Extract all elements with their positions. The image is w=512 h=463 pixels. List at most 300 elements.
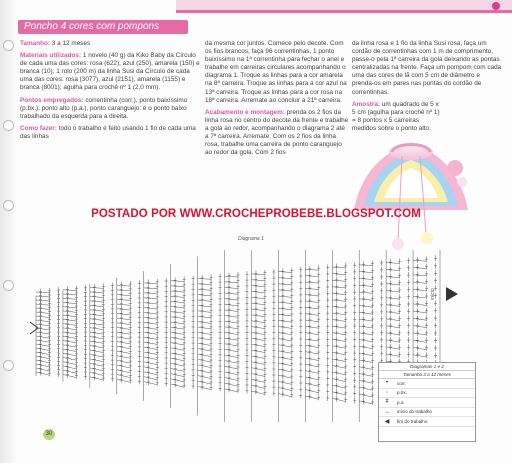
stitch-diagonal: [225, 299, 238, 300]
stitch-diagonal: [198, 354, 211, 357]
stitch-diagonal: [413, 355, 426, 357]
stitch-diagonal: [332, 385, 345, 388]
stitch-diagonal: [225, 349, 238, 351]
stitch-diagonal: [332, 287, 345, 288]
stitch-diagonal: [332, 372, 345, 375]
stitch-diagonal: [198, 370, 211, 373]
stitch-diagonal: [305, 364, 318, 367]
stitch-diagonal: [225, 316, 238, 318]
stitch-diagonal: [251, 303, 264, 304]
stitch-diagonal: [90, 354, 103, 357]
stitch-diagonal: [36, 340, 49, 342]
stitch-diagonal: [144, 332, 157, 334]
stitch-diagonal: [117, 356, 130, 359]
stitch-diagonal: [278, 314, 291, 316]
stitch-diagonal: [386, 354, 399, 356]
stitch-diagonal: [171, 343, 184, 345]
stitch-diagonal: [413, 318, 426, 320]
stitch-diagonal: [305, 333, 318, 335]
stitch-diagonal: [305, 339, 318, 341]
legend-row: [379, 389, 475, 399]
stitch-diagonal: [251, 350, 264, 352]
stitch-diagonal: [251, 344, 264, 346]
stitch-diagonal: [413, 289, 426, 290]
stitch-diagonal: [305, 396, 318, 399]
stitch-diagonal: [90, 301, 103, 302]
stitch-diagonal: [251, 280, 264, 281]
stitch-diagonal: [305, 371, 318, 374]
col2-text: da mesma cor juntos. Comece pelo decote. Com os fios brancos, faça 96 correntinhas, 1 ponto baixíssimo na 1ª correntinha para fechar o anel e trabalhe em carreiras circulares acompanhando o diagrama 1. Troque as linhas para a cor amarela na 8ª carreira. Troque as linhas para a cor azul na 13ª carreira. Troque as linhas para a cor rosa na 18ª carreira. Arremate ao concluir a 21ª carreira.: [205, 40, 347, 104]
stitch-diagonal: [413, 282, 426, 283]
stitch-diagonal: [63, 315, 76, 317]
stitch-diagonal: [332, 398, 345, 401]
stitch-diagonal: [359, 299, 372, 300]
stitch-diagonal: [359, 340, 372, 342]
legend-symbol: ǂ: [385, 399, 389, 406]
stitch-diagonal: [305, 288, 318, 289]
binder-ring: [3, 120, 14, 131]
stitch-diagonal: [198, 327, 211, 329]
stitch-diagonal: [171, 317, 184, 319]
stitch-diagonal: [90, 337, 103, 339]
stitch-diagonal: [36, 352, 49, 355]
stitch-diagonal: [90, 346, 103, 348]
stitch-diagonal: [305, 383, 318, 386]
stitch-diagonal: [413, 275, 426, 276]
legend-row: [379, 398, 475, 408]
stitch-diagonal: [278, 381, 291, 384]
stitch-diagonal: [225, 378, 238, 381]
stitch-diagonal: [117, 318, 130, 320]
stitch-diagonal: [90, 310, 103, 311]
stitch-diagonal: [36, 316, 49, 318]
stitch-diagonal: [225, 287, 238, 288]
stitch-diagonal: [144, 317, 157, 319]
stitch-diagonal: [332, 274, 345, 275]
stitch-diagonal: [36, 356, 49, 359]
howto-text: todo o trabalho é feito usando 1 fio de cada uma das linhas: [20, 124, 196, 140]
stitch-diagonal: [117, 313, 130, 315]
stitch-diagonal: [359, 272, 372, 273]
stitch-diagonal: [171, 353, 184, 356]
stitch-diagonal: [225, 372, 238, 375]
stitch-diagonal: [63, 290, 76, 291]
stitch-diagonal: [278, 351, 291, 353]
stitch-diagonal: [278, 345, 291, 347]
stitch-diagonal: [225, 383, 238, 386]
stitch-diagonal: [171, 374, 184, 377]
stitch-diagonal: [225, 310, 238, 312]
section-title-bar: [18, 20, 188, 34]
stitch-diagonal: [278, 272, 291, 273]
stitch-diagonal: [171, 348, 184, 350]
stitch-diagonal: [278, 327, 291, 329]
stitch-diagonal: [144, 303, 157, 304]
stitch-diagonal: [90, 368, 103, 371]
legend-title: Diagramas 1 e 2: [379, 363, 475, 371]
stitch-diagonal: [251, 291, 264, 292]
stitch-diagonal: [144, 293, 157, 294]
stitch-diagonal: [144, 283, 157, 284]
stitch-diagonal: [36, 348, 49, 351]
stitch-diagonal: [251, 333, 264, 335]
stitch-diagonal: [63, 370, 76, 373]
stitch-diagonal: [63, 298, 76, 299]
stitch-diagonal: [144, 367, 157, 370]
stitch-diagonal: [305, 320, 318, 322]
stitch-diagonal: [278, 320, 291, 322]
stitch-diagonal: [251, 321, 264, 323]
stitch-diagonal: [144, 308, 157, 309]
legend-label: corr.: [397, 380, 406, 386]
stitch-diagonal: [198, 359, 211, 362]
stitch-diagonal: [386, 326, 399, 328]
stitch-diagonal: [413, 260, 426, 261]
stitch-diagonal: [63, 332, 76, 334]
stitch-diagonal: [413, 297, 426, 298]
stitch-diagonal: [225, 355, 238, 358]
binder-ring: [3, 40, 14, 51]
stitch-diagonal: [305, 352, 318, 354]
stitch-diagonal: [332, 267, 345, 268]
stitch-diagonal: [36, 336, 49, 338]
stitch-diagonal: [198, 381, 211, 384]
stitch-diagonal: [413, 347, 426, 349]
stitch-diagonal: [117, 304, 130, 305]
stitch-diagonal: [63, 307, 76, 308]
stitch-diagonal: [63, 353, 76, 356]
stitch-diagonal: [278, 339, 291, 341]
stitch-diagonal: [198, 278, 211, 279]
stitch-diagonal: [36, 292, 49, 293]
stitch-diagonal: [198, 365, 211, 368]
stitch-diagonal: [144, 372, 157, 375]
stitch-diagonal: [278, 394, 291, 397]
stitch-diagonal: [36, 312, 49, 313]
stitch-diagonal: [251, 338, 264, 340]
stitch-diagonal: [117, 365, 130, 368]
start-arrow-icon: [446, 287, 458, 301]
stitch-diagonal: [36, 296, 49, 297]
stitch-diagonal: [359, 374, 372, 377]
stitch-diagonal: [278, 302, 291, 303]
stitch-diagonal: [386, 270, 399, 271]
stitch-diagonal: [305, 345, 318, 347]
stitch-diagonal: [305, 269, 318, 270]
stitch-diagonal: [225, 361, 238, 364]
stitch-diagonal: [198, 386, 211, 389]
watermark-text: POSTADO POR WWW.CROCHEPROBEBE.BLOGSPOT.COM: [91, 208, 421, 220]
stitch-diagonal: [36, 368, 49, 371]
stitch-diagonal: [198, 322, 211, 324]
stitch-diagonal: [198, 343, 211, 345]
stitch-diagonal: [225, 332, 238, 334]
section-title: Poncho 4 cores com pompons: [24, 21, 160, 32]
stitch-diagonal: [359, 285, 372, 286]
stitch-diagonal: [413, 340, 426, 342]
howto-label: Como fazer:: [20, 124, 57, 132]
stitch-diagonal: [171, 281, 184, 282]
stitch-diagonal: [117, 337, 130, 339]
stitch-diagonal: [225, 321, 238, 323]
stitch-diagonal: [251, 391, 264, 394]
stitch-diagonal: [278, 333, 291, 335]
top-decoration: [176, 0, 512, 18]
size-value: 3 a 12 meses: [51, 40, 91, 47]
stitch-diagonal: [386, 305, 399, 307]
stitch-diagonal: [63, 302, 76, 303]
stitch-diagonal: [225, 293, 238, 294]
stitch-diagonal: [63, 341, 76, 343]
legend-label: p.bx.: [397, 390, 407, 396]
stitch-diagonal: [90, 328, 103, 330]
stitch-diagonal: [359, 346, 372, 348]
legend-label: fim do trabalho: [397, 418, 428, 424]
stitch-diagonal: [63, 374, 76, 377]
stitch-diagonal: [332, 333, 345, 335]
stitch-diagonal: [63, 328, 76, 330]
stitch-diagonal: [117, 370, 130, 373]
legend-symbol: •: [385, 380, 389, 387]
stitch-diagonal: [359, 306, 372, 308]
stitch-diagonal: [117, 332, 130, 334]
stitch-diagonal: [332, 306, 345, 308]
stitch-diagonal: [359, 353, 372, 355]
stitch-diagonal: [36, 360, 49, 363]
legend-row: [379, 417, 475, 427]
instructions-column-1: [20, 40, 200, 145]
stitch-diagonal: [171, 338, 184, 340]
stitch-diagonal: [278, 369, 291, 372]
stitch-diagonal: [117, 375, 130, 378]
stitch-diagonal: [36, 344, 49, 346]
stitch-diagonal: [225, 344, 238, 346]
stitch-diagonal: [63, 366, 76, 369]
stitch-diagonal: [198, 376, 211, 379]
stitch-diagonal: [90, 287, 103, 288]
page-number: 30: [43, 429, 55, 440]
stitch-diagonal: [198, 316, 211, 318]
stitch-diagonal: [90, 323, 103, 325]
stitch-diagonal: [90, 372, 103, 375]
col3-text: da linha rosa e 1 fio da linha Susi rosa, faça um cordão de correntinhas com 1 m de comprimento, passe-o pela 1ª carreira da gola deixando as pontas centralizadas na frente. Faça um pompom com cada uma das cores de lã com 5 cm de diâmetro e prenda-os em pares nas pontas do cordão de correntinhas.: [352, 40, 502, 96]
sample-label: Amostra:: [352, 100, 381, 108]
stitch-diagonal: [36, 332, 49, 334]
stitch-diagonal: [171, 312, 184, 314]
sample-text: um quadrado de 5 x 5 cm (agulha para crochê nº 1) = 8 pontos x 5 carreiras medidos sobre o ponto alto.: [352, 100, 440, 132]
stitch-diagonal: [144, 352, 157, 355]
materials-label: Materiais utilizados:: [20, 52, 82, 60]
stitches-text: correntinha (corr.), ponto baixíssimo (p.bx.), ponto alto (p.a.), ponto caranguejo: é o ponto baixo trabalhado da esquerda para a direita.: [20, 96, 188, 120]
stitch-diagonal: [386, 333, 399, 335]
stitch-diagonal: [171, 301, 184, 302]
stitch-diagonal: [359, 333, 372, 335]
stitch-diagonal: [413, 326, 426, 328]
stitch-diagonal: [144, 322, 157, 324]
stitches-label: Pontos empregados:: [20, 96, 84, 104]
stitch-diagonal: [117, 299, 130, 300]
stitch-diagonal: [305, 377, 318, 380]
stitch-diagonal: [386, 312, 399, 314]
stitch-diagonal: [36, 364, 49, 367]
stitch-diagonal: [251, 327, 264, 329]
stitch-diagonal: [171, 307, 184, 308]
stitch-diagonal: [144, 357, 157, 360]
stitch-diagonal: [90, 377, 103, 380]
finish-label: Acabamento e montagem:: [205, 108, 285, 116]
stitch-diagonal: [386, 284, 399, 285]
stitch-diagonal: [359, 394, 372, 397]
diagram-start-label: início: [430, 288, 436, 300]
stitch-diagonal: [90, 319, 103, 321]
legend-row: [379, 408, 475, 418]
stitch-diagonal: [305, 358, 318, 361]
stitch-diagonal: [359, 360, 372, 363]
legend-symbol: →: [384, 408, 390, 415]
instructions-column-2: [205, 40, 350, 161]
size-label: Tamanho:: [20, 40, 51, 47]
legend-symbol: ◀: [384, 418, 390, 425]
stitch-diagonal: [251, 385, 264, 388]
stitch-diagonal: [63, 294, 76, 295]
stitch-diagonal: [359, 326, 372, 328]
stitch-diagonal: [198, 305, 211, 306]
stitch-diagonal: [225, 338, 238, 340]
stitch-diagonal: [359, 387, 372, 390]
stitch-diagonal: [251, 379, 264, 382]
stitch-diagonal: [144, 342, 157, 344]
stitch-diagonal: [225, 304, 238, 305]
stitch-diagonal: [386, 340, 399, 342]
stitch-diagonal: [278, 278, 291, 279]
stitch-diagonal: [305, 390, 318, 393]
stitch-diagonal: [171, 384, 184, 387]
stitch-diagonal: [305, 307, 318, 309]
stitch-diagonal: [90, 292, 103, 293]
stitch-diagonal: [332, 293, 345, 294]
stitch-diagonal: [278, 357, 291, 360]
legend-row: [379, 379, 475, 389]
stitch-diagonal: [171, 363, 184, 366]
stitch-diagonal: [144, 362, 157, 365]
stitch-diagonal: [171, 327, 184, 329]
stitch-diagonal: [251, 274, 264, 275]
stitch-diagonal: [36, 308, 49, 309]
stitch-diagonal: [332, 379, 345, 382]
stitch-diagonal: [90, 332, 103, 334]
stitch-diagonal: [144, 377, 157, 380]
stitch-diagonal: [171, 296, 184, 297]
stitch-diagonal: [63, 336, 76, 338]
stitch-diagonal: [90, 359, 103, 362]
stitch-diagonal: [305, 301, 318, 302]
stitch-diagonal: [413, 268, 426, 269]
stitch-diagonal: [117, 379, 130, 382]
legend-subtitle: Tamanho 3 a 12 meses: [379, 371, 475, 379]
stitch-diagonal: [117, 290, 130, 291]
stitch-diagonal: [63, 311, 76, 312]
stitch-diagonal: [251, 309, 264, 311]
stitch-diagonal: [144, 288, 157, 289]
stitch-diagonal: [171, 369, 184, 372]
stitch-diagonal: [36, 304, 49, 305]
stitch-diagonal: [171, 286, 184, 287]
stitch-diagonal: [198, 284, 211, 285]
stitch-diagonal: [90, 363, 103, 366]
stitch-diagonal: [332, 300, 345, 301]
stitch-diagonal: [117, 360, 130, 363]
stitch-diagonal: [278, 363, 291, 366]
stitch-diagonal: [305, 282, 318, 283]
stitch-diagonal: [36, 320, 49, 322]
legend-label: p.a.: [397, 399, 405, 405]
stitch-diagonal: [144, 327, 157, 329]
stitch-diagonal: [305, 314, 318, 316]
stitch-diagonal: [332, 313, 345, 315]
stitch-diagonal: [63, 324, 76, 326]
stitch-diagonal: [90, 314, 103, 316]
stitch-diagonal: [63, 319, 76, 321]
stitch-diagonal: [198, 289, 211, 290]
stitch-diagonal: [90, 341, 103, 343]
stitch-diagonal: [251, 297, 264, 298]
stitch-diagonal: [198, 300, 211, 301]
stitch-diagonal: [359, 292, 372, 293]
stitch-diagonal: [278, 290, 291, 291]
materials-text: 1 novelo (40 g) da Kiko Baby da Círculo de cada uma das cores: rosa (622), azul (250), amarela (150) e branca (10); 1 rolo (200 m) da linha Susi da Círculo de cada uma das cores: rosa (3077), azul (2151), amarela (1155) e branca (8001); agulha para crochê nº 1 (2,0 mm).: [20, 52, 200, 92]
stitch-diagonal: [305, 276, 318, 277]
stitch-diagonal: [278, 375, 291, 378]
stitch-diagonal: [251, 286, 264, 287]
stitch-diagonal: [36, 300, 49, 301]
stitch-diagonal: [413, 304, 426, 306]
stitch-diagonal: [144, 298, 157, 299]
stitch-diagonal: [198, 311, 211, 313]
stitch-diagonal: [117, 323, 130, 325]
stitch-diagonal: [359, 278, 372, 279]
stitch-diagonal: [171, 332, 184, 334]
stitch-diagonal: [117, 295, 130, 296]
stitch-diagonal: [386, 347, 399, 349]
stitch-diagonal: [359, 312, 372, 314]
stitch-diagonal: [359, 319, 372, 321]
stitch-diagonal: [251, 368, 264, 371]
stitch-diagonal: [144, 382, 157, 385]
stitch-diagonal: [117, 342, 130, 344]
stitch-diagonal: [251, 315, 264, 317]
stitch-diagonal: [359, 401, 372, 404]
legend-box: [378, 362, 476, 442]
stitch-diagonal: [90, 296, 103, 297]
stitch-diagonal: [332, 366, 345, 369]
stitch-diagonal: [278, 296, 291, 297]
stitch-diagonal: [332, 346, 345, 348]
stitch-diagonal: [198, 332, 211, 334]
stitch-diagonal: [90, 350, 103, 353]
stitch-diagonal: [278, 308, 291, 310]
stitch-diagonal: [386, 319, 399, 321]
stitch-diagonal: [63, 349, 76, 352]
stitch-diagonal: [332, 280, 345, 281]
stitch-diagonal: [278, 284, 291, 285]
stitch-diagonal: [359, 265, 372, 266]
legend-symbol: ◦: [385, 389, 389, 396]
stitch-diagonal: [198, 338, 211, 340]
stitch-diagonal: [117, 346, 130, 348]
stitch-diagonal: [251, 362, 264, 365]
stitch-diagonal: [332, 352, 345, 354]
stitch-diagonal: [90, 305, 103, 306]
